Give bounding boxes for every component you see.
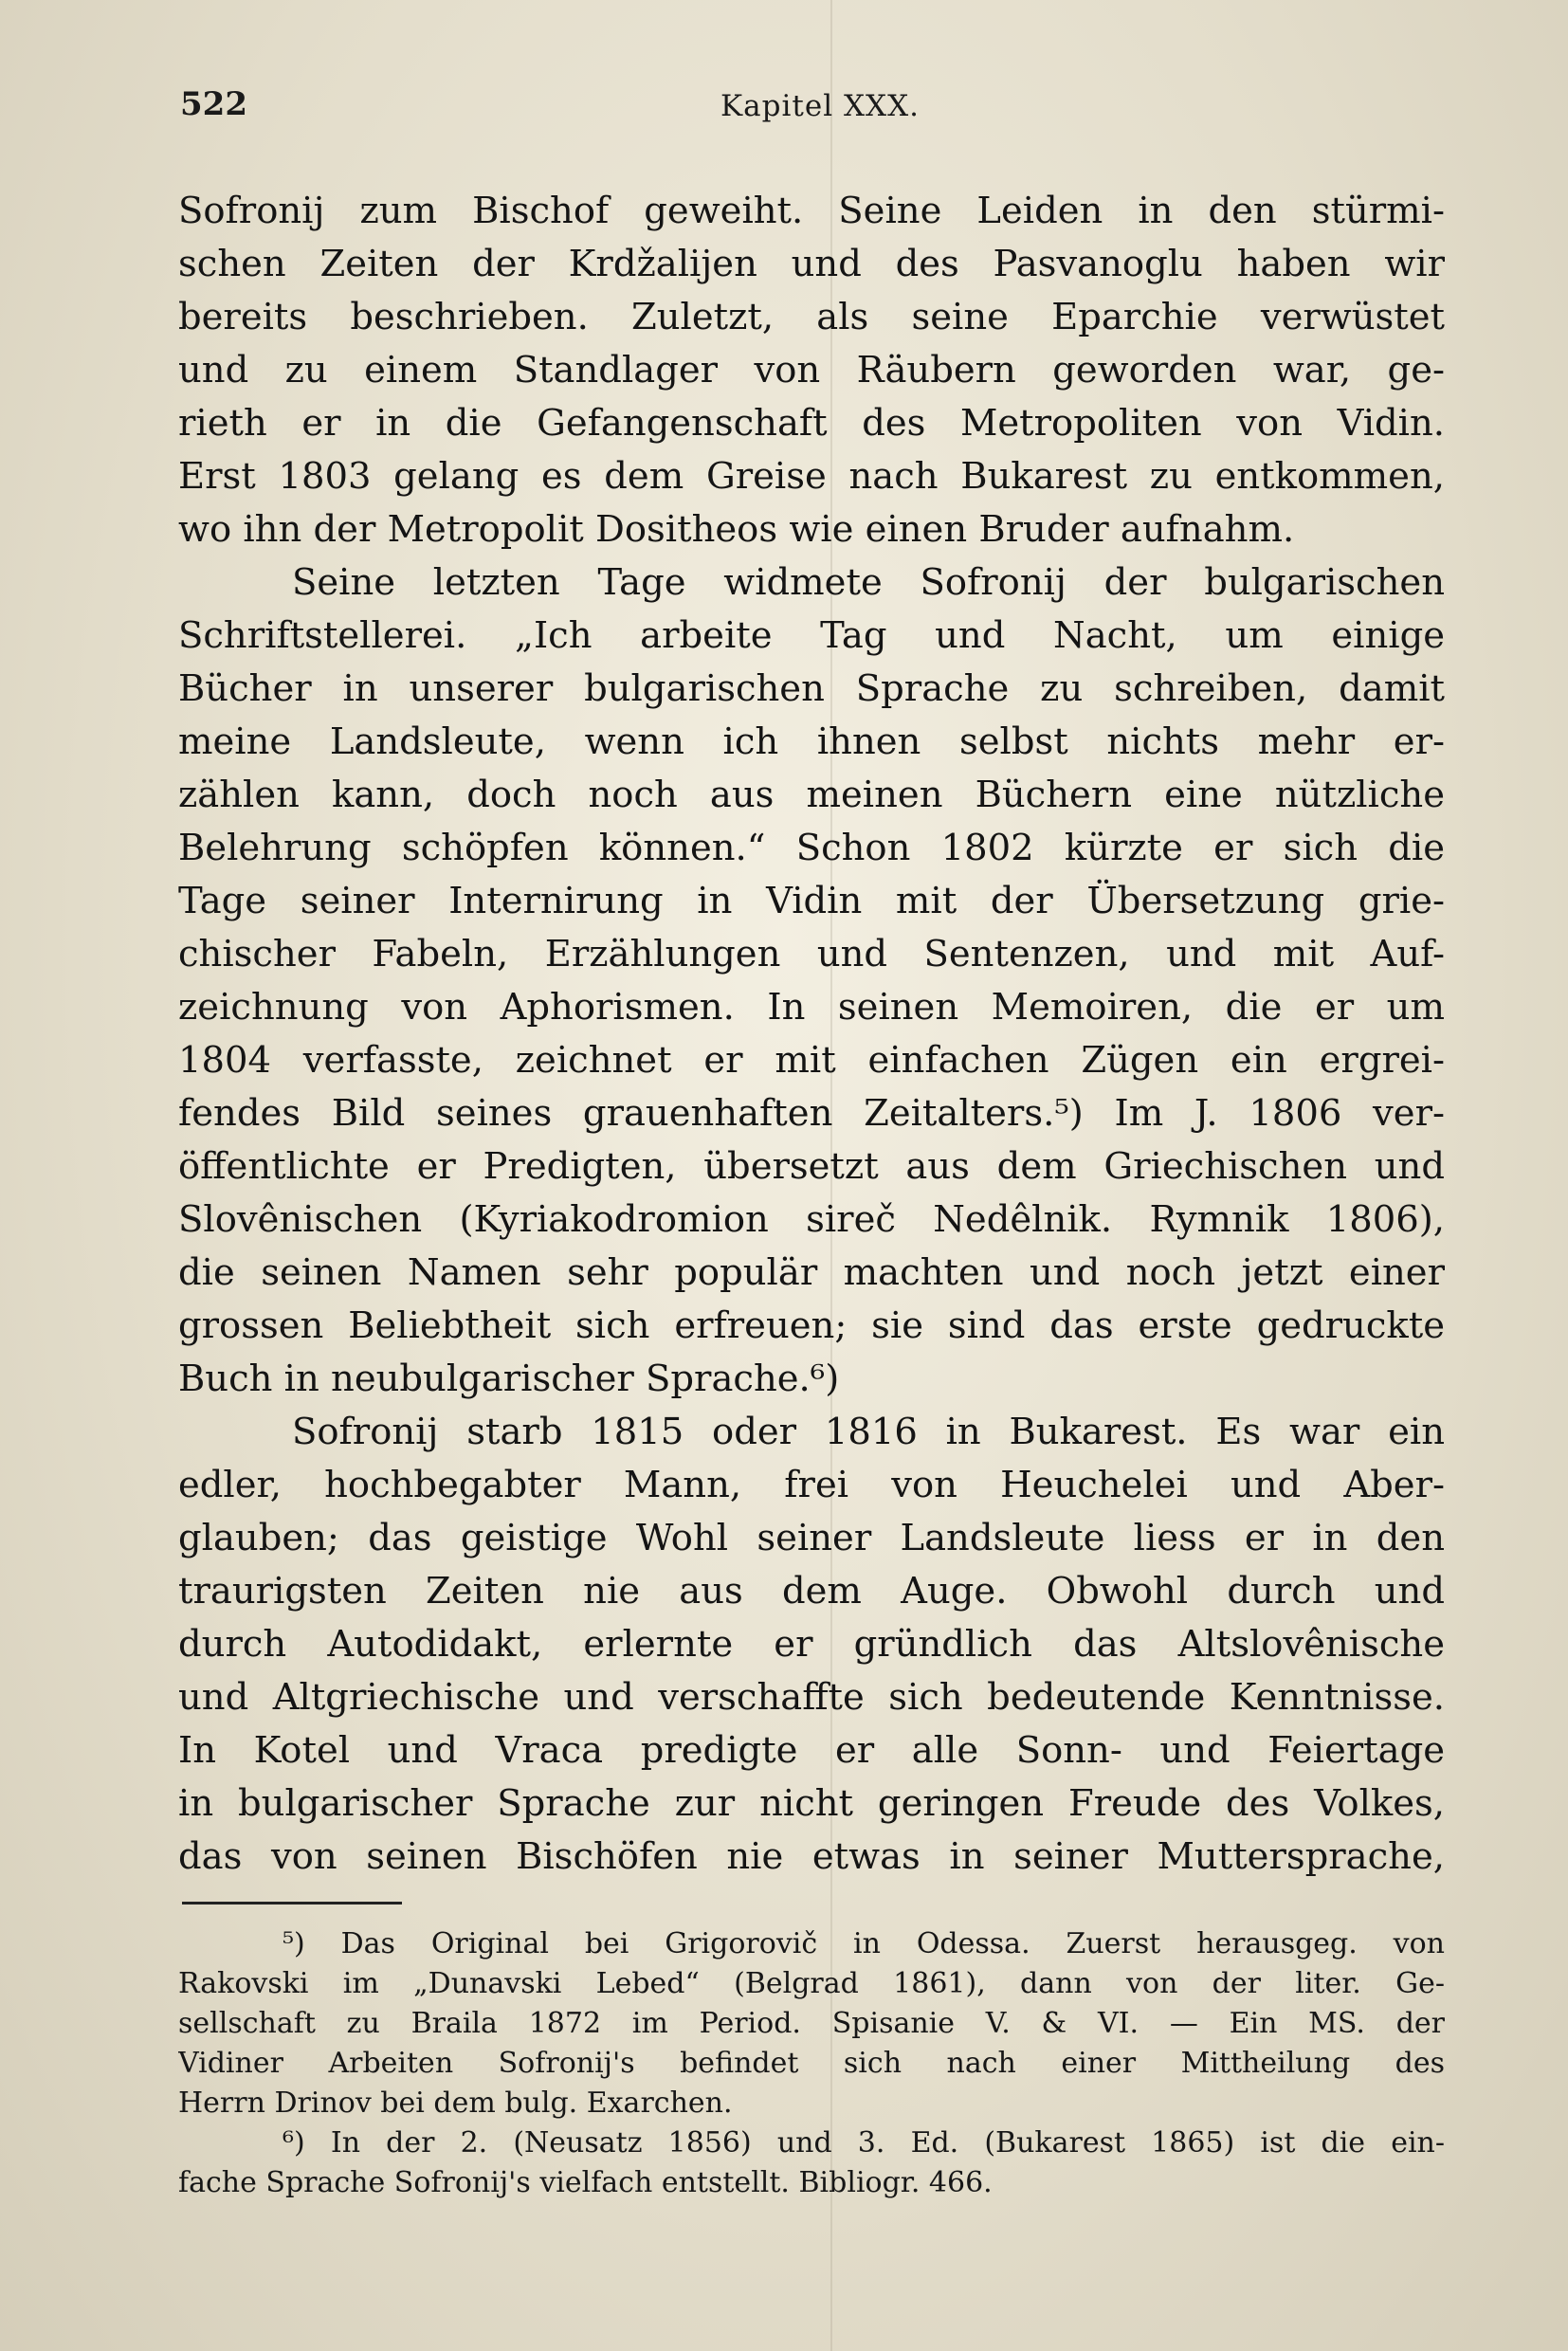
text-line: glauben; das geistige Wohl seiner Landsleute liess er in den [178,1517,1445,1559]
text-line: in bulgarischer Sprache zur nicht geringen Freude des Volkes, [178,1782,1445,1825]
text-line: Slovênischen (Kyriakodromion sireč Nedêlnik. Rymnik 1806), [178,1198,1445,1241]
text-line: chischer Fabeln, Erzählungen und Sentenzen, und mit Auf- [178,933,1445,975]
text-line: zählen kann, doch noch aus meinen Büchern eine nützliche [178,774,1445,816]
footnote-line: Vidiner Arbeiten Sofronij's befindet sich nach einer Mittheilung des [178,2047,1445,2080]
page-header [180,85,1441,133]
text-line: Sofronij zum Bischof geweiht. Seine Leiden in den stürmi- [178,190,1445,232]
paragraph-start-line: Seine letzten Tage widmete Sofronij der bulgarischen [292,561,1445,604]
text-line: 1804 verfasste, zeichnet er mit einfachen Zügen ein ergrei- [178,1039,1445,1082]
text-line: und Altgriechische und verschaffte sich bedeutende Kenntnisse. [178,1676,1445,1719]
text-line: edler, hochbegabter Mann, frei von Heuchelei und Aber- [178,1464,1445,1506]
text-line: In Kotel und Vraca predigte er alle Sonn- und Feiertage [178,1729,1445,1772]
text-line: zeichnung von Aphorismen. In seinen Memoiren, die er um [178,986,1445,1029]
footnote-separator [182,1902,402,1904]
text-line: Tage seiner Internirung in Vidin mit der Übersetzung grie- [178,880,1445,922]
text-line: Schriftstellerei. „Ich arbeite Tag und Nacht, um einige [178,614,1445,657]
footnote-line: Herrn Drinov bei dem bulg. Exarchen. [178,2087,733,2120]
text-line: die seinen Namen sehr populär machten und noch jetzt einer [178,1251,1445,1294]
text-line: Buch in neubulgarischer Sprache.⁶) [178,1358,840,1400]
text-line: fendes Bild seines grauenhaften Zeitalters.⁵) Im J. 1806 ver- [178,1092,1445,1135]
text-line: und zu einem Standlager von Räubern geworden war, ge- [178,349,1445,392]
main-text [178,185,1445,1884]
paragraph-start-line: Sofronij starb 1815 oder 1816 in Bukarest. Es war ein [292,1411,1445,1453]
text-line: Erst 1803 gelang es dem Greise nach Bukarest zu entkommen, [178,455,1445,498]
text-line: wo ihn der Metropolit Dositheos wie einen Bruder aufnahm. [178,508,1295,551]
footnote-line: sellschaft zu Braila 1872 im Period. Spisanie V. & VI. — Ein MS. der [178,2007,1445,2040]
text-line: schen Zeiten der Krdžalijen und des Pasvanoglu haben wir [178,243,1445,285]
footnote-line: fache Sprache Sofronij's vielfach entstellt. Bibliogr. 466. [178,2166,993,2199]
footnotes [178,1924,1445,2203]
text-line: durch Autodidakt, erlernte er gründlich das Altslovênische [178,1623,1445,1666]
text-line: das von seinen Bischöfen nie etwas in seiner Muttersprache, [178,1835,1445,1878]
footnote-5-start: ⁵) Das Original bei Grigorovič in Odessa. Zuerst herausgeg. von [283,1927,1445,1960]
text-line: Bücher in unserer bulgarischen Sprache zu schreiben, damit [178,667,1445,710]
text-line: rieth er in die Gefangenschaft des Metropoliten von Vidin. [178,402,1445,445]
footnote-6-start: ⁶) In der 2. (Neusatz 1856) und 3. Ed. (Bukarest 1865) ist die ein- [283,2126,1445,2160]
footnote-line: Rakovski im „Dunavski Lebed“ (Belgrad 1861), dann von der liter. Ge- [178,1967,1445,2000]
running-head-chapter: Kapitel XXX. [720,89,921,123]
text-line: Belehrung schöpfen können.“ Schon 1802 kürzte er sich die [178,827,1445,869]
text-line: bereits beschrieben. Zuletzt, als seine Eparchie verwüstet [178,296,1445,338]
text-line: öffentlichte er Predigten, übersetzt aus dem Griechischen und [178,1145,1445,1188]
text-line: meine Landsleute, wenn ich ihnen selbst nichts mehr er- [178,720,1445,763]
text-line: traurigsten Zeiten nie aus dem Auge. Obwohl durch und [178,1570,1445,1613]
text-line: grossen Beliebtheit sich erfreuen; sie sind das erste gedruckte [178,1304,1445,1347]
page-number: 522 [180,85,247,123]
